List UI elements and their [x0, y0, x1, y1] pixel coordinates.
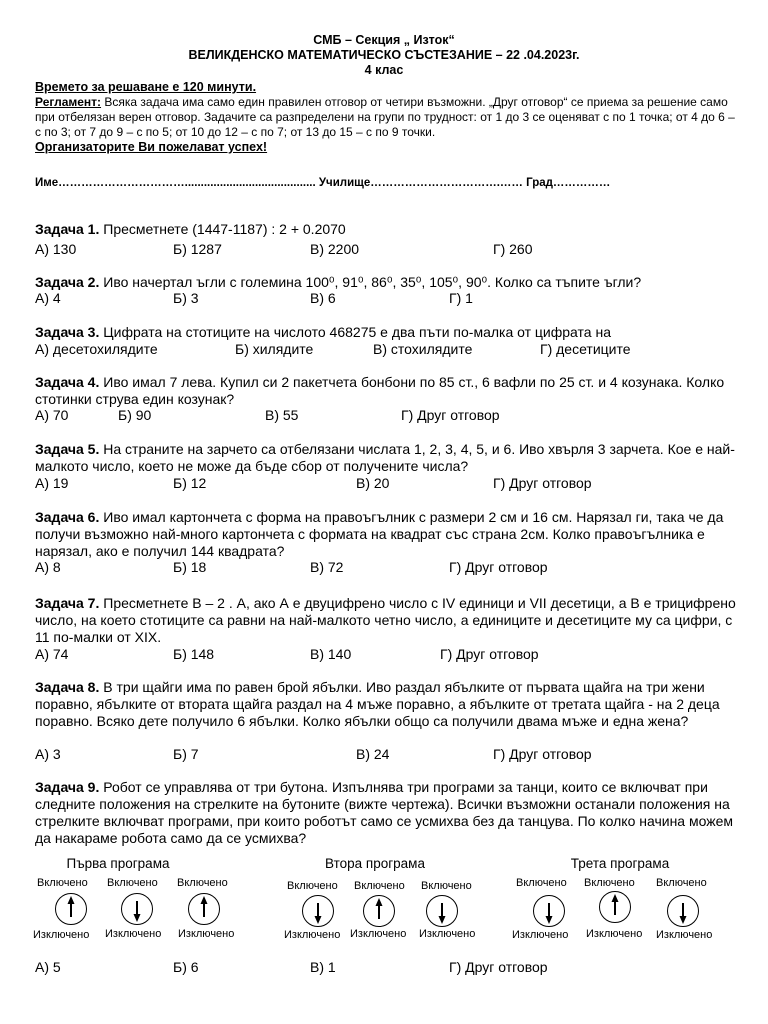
- dial-arrow-up-icon: [598, 890, 632, 924]
- answer-a: А) 74: [35, 646, 69, 662]
- on-label: Включено: [354, 880, 405, 892]
- task-2: [35, 274, 740, 291]
- task-label: Задача 6.: [35, 509, 100, 525]
- regulation-label: Регламент:: [35, 95, 102, 109]
- answer-b: Б) 12: [173, 475, 207, 491]
- on-label: Включено: [516, 877, 567, 889]
- task-text: Пресметнете В – 2 . А, ако А е двуцифрено число с IV единици и VII десетици, а В е трицифрено число, на което стотиците са равни на най-малкото четно число, а единиците и десетиците му са цифри, с 11 по-малки от XIX.: [35, 595, 736, 645]
- task-label: Задача 4.: [35, 374, 100, 390]
- dial-arrow-down-icon: [425, 894, 459, 928]
- task-text: Пресметнете (1447-1187) : 2 + 0.2070: [99, 221, 346, 237]
- answer-b: Б) 7: [173, 746, 199, 762]
- task-3: [35, 324, 740, 341]
- task-5: [35, 441, 740, 475]
- answer-a: А) 19: [35, 475, 69, 491]
- off-label: Изключено: [656, 929, 713, 941]
- off-label: Изключено: [586, 928, 643, 940]
- answer-b: Б) хилядите: [235, 341, 314, 357]
- answer-a: А) 130: [35, 241, 77, 257]
- task-label: Задача 3.: [35, 324, 100, 340]
- answer-b: Б) 90: [118, 407, 152, 423]
- off-label: Изключено: [178, 928, 235, 940]
- task-text: Иво имал картончета с форма на правоъгълник с размери 2 см и 16 см. Нарязал ги, така че да получи възможно най-много картончета с формата на квадрат със страна 2см. Колко правоъгълника е нарязал, ако е получил 144 квадрата?: [35, 509, 724, 559]
- dial-arrow-down-icon: [120, 892, 154, 926]
- regulation-paragraph: [35, 95, 735, 140]
- dial-arrow-down-icon: [666, 894, 700, 928]
- answer-c: В) 72: [310, 559, 344, 575]
- time-note: Времето за решаване е 120 минути.: [35, 80, 257, 94]
- program-title: Трета програма: [570, 856, 670, 871]
- off-label: Изключено: [33, 929, 90, 941]
- answer-d: Г) 1: [449, 290, 473, 306]
- answer-b: Б) 1287: [173, 241, 222, 257]
- task-text: На страните на зарчето са отбелязани числата 1, 2, 3, 4, 5, и 6. Иво хвърля 3 зарчета. Кое е най-малкото число, което не може да бъде сбор от получените числа?: [35, 441, 735, 474]
- answer-a: А) десетохилядите: [35, 341, 158, 357]
- on-label: Включено: [107, 877, 158, 889]
- answer-d: Г) Друг отговор: [440, 646, 539, 662]
- answer-b: Б) 3: [173, 290, 199, 306]
- task-1: [35, 221, 740, 238]
- organization-title: СМБ – Секция „ Изток“: [313, 33, 455, 47]
- task-label: Задача 9.: [35, 779, 100, 795]
- answer-b: Б) 148: [173, 646, 215, 662]
- dial-arrow-down-icon: [301, 894, 335, 928]
- on-label: Включено: [287, 880, 338, 892]
- dial-arrow-up-icon: [54, 892, 88, 926]
- dial-arrow-up-icon: [187, 892, 221, 926]
- answer-d: Г) Друг отговор: [449, 959, 548, 975]
- answer-d: Г) 260: [493, 241, 533, 257]
- answer-d: Г) Друг отговор: [493, 475, 592, 491]
- task-label: Задача 8.: [35, 679, 100, 695]
- task-label: Задача 5.: [35, 441, 100, 457]
- organizers-wish: Организаторите Ви пожелават успех!: [35, 140, 268, 154]
- answer-b: Б) 18: [173, 559, 207, 575]
- task-label: Задача 7.: [35, 595, 100, 611]
- answer-c: В) 24: [356, 746, 390, 762]
- off-label: Изключено: [419, 928, 476, 940]
- task-text: Робот се управлява от три бутона. Изпълнява три програми за танци, които се включват при следните положения на стрелките на бутоните (вижте чертежа). Всички възможни останали положения на стрелките включват програми, при които роботът само се усмихва без да танцува. По колко начина можем да накараме робота само да се усмихва?: [35, 779, 734, 846]
- answer-d: Г) десетиците: [540, 341, 631, 357]
- answer-c: В) 6: [310, 290, 336, 306]
- on-label: Включено: [37, 877, 88, 889]
- on-label: Включено: [656, 877, 707, 889]
- program-title: Втора програма: [325, 856, 425, 871]
- answer-c: В) стохилядите: [373, 341, 473, 357]
- grade-title: 4 клас: [364, 63, 404, 77]
- task-label: Задача 1.: [35, 221, 100, 237]
- task-7: [35, 595, 740, 646]
- task-label: Задача 2.: [35, 274, 100, 290]
- off-label: Изключено: [512, 929, 569, 941]
- competition-title: ВЕЛИКДЕНСКО МАТЕМАТИЧЕСКО СЪСТЕЗАНИЕ – 22 .04.2023г.: [188, 48, 580, 62]
- answer-b: Б) 6: [173, 959, 199, 975]
- answer-d: Г) Друг отговор: [493, 746, 592, 762]
- program-title: Първа програма: [66, 856, 170, 871]
- student-info-line: Име……………………………......................................... Училище…………………………….…… Град……………: [35, 177, 611, 189]
- off-label: Изключено: [350, 928, 407, 940]
- regulation-text: Всяка задача има само един правилен отговор от четири възможни. „Друг отговор“ се приема за решение само при отбелязан верен отговор. Задачите са разпределени на групи по трудност: от 1 до 3 се оценяват с по 1 точка; от 4 до 6 – с по 3; от 7 до 9 – с по 5; от 10 до 12 – с по 7; от 13 до 15 – с по 9 точки.: [35, 95, 735, 139]
- off-label: Изключено: [284, 929, 341, 941]
- dial-arrow-down-icon: [532, 894, 566, 928]
- on-label: Включено: [421, 880, 472, 892]
- task-text: Иво имал 7 лева. Купил си 2 пакетчета бонбони по 85 ст., 6 вафли по 25 ст. и 4 козунака. Колко стотинки струва един козунак?: [35, 374, 725, 407]
- answer-c: В) 140: [310, 646, 352, 662]
- answer-d: Г) Друг отговор: [401, 407, 500, 423]
- answer-a: А) 4: [35, 290, 61, 306]
- task-text: Цифрата на стотиците на числото 468275 е два пъти по-малка от цифрата на: [99, 324, 611, 340]
- task-8: [35, 679, 740, 730]
- on-label: Включено: [584, 877, 635, 889]
- off-label: Изключено: [105, 928, 162, 940]
- answer-a: А) 70: [35, 407, 69, 423]
- task-text: Иво начертал ъгли с големина 100⁰, 91⁰, 86⁰, 35⁰, 105⁰, 90⁰. Колко са тъпите ъгли?: [99, 274, 642, 290]
- task-9: [35, 779, 740, 847]
- answer-a: А) 3: [35, 746, 61, 762]
- on-label: Включено: [177, 877, 228, 889]
- answer-c: В) 2200: [310, 241, 360, 257]
- task-4: [35, 374, 740, 408]
- answer-c: В) 20: [356, 475, 390, 491]
- task-6: [35, 509, 740, 560]
- answer-c: В) 1: [310, 959, 336, 975]
- dial-arrow-up-icon: [362, 894, 396, 928]
- answer-d: Г) Друг отговор: [449, 559, 548, 575]
- task-text: В три щайги има по равен брой ябълки. Иво раздал ябълките от първата щайга на три жени поравно, ябълките от втората щайга раздал на 4 мъже поравно, а ябълките от третата щайга - на 2 деца поравно. Всяко дете получило 6 ябълки. Колко ябълки общо са получили двама мъже и една жена?: [35, 679, 720, 729]
- answer-a: А) 8: [35, 559, 61, 575]
- answer-c: В) 55: [265, 407, 299, 423]
- answer-a: А) 5: [35, 959, 61, 975]
